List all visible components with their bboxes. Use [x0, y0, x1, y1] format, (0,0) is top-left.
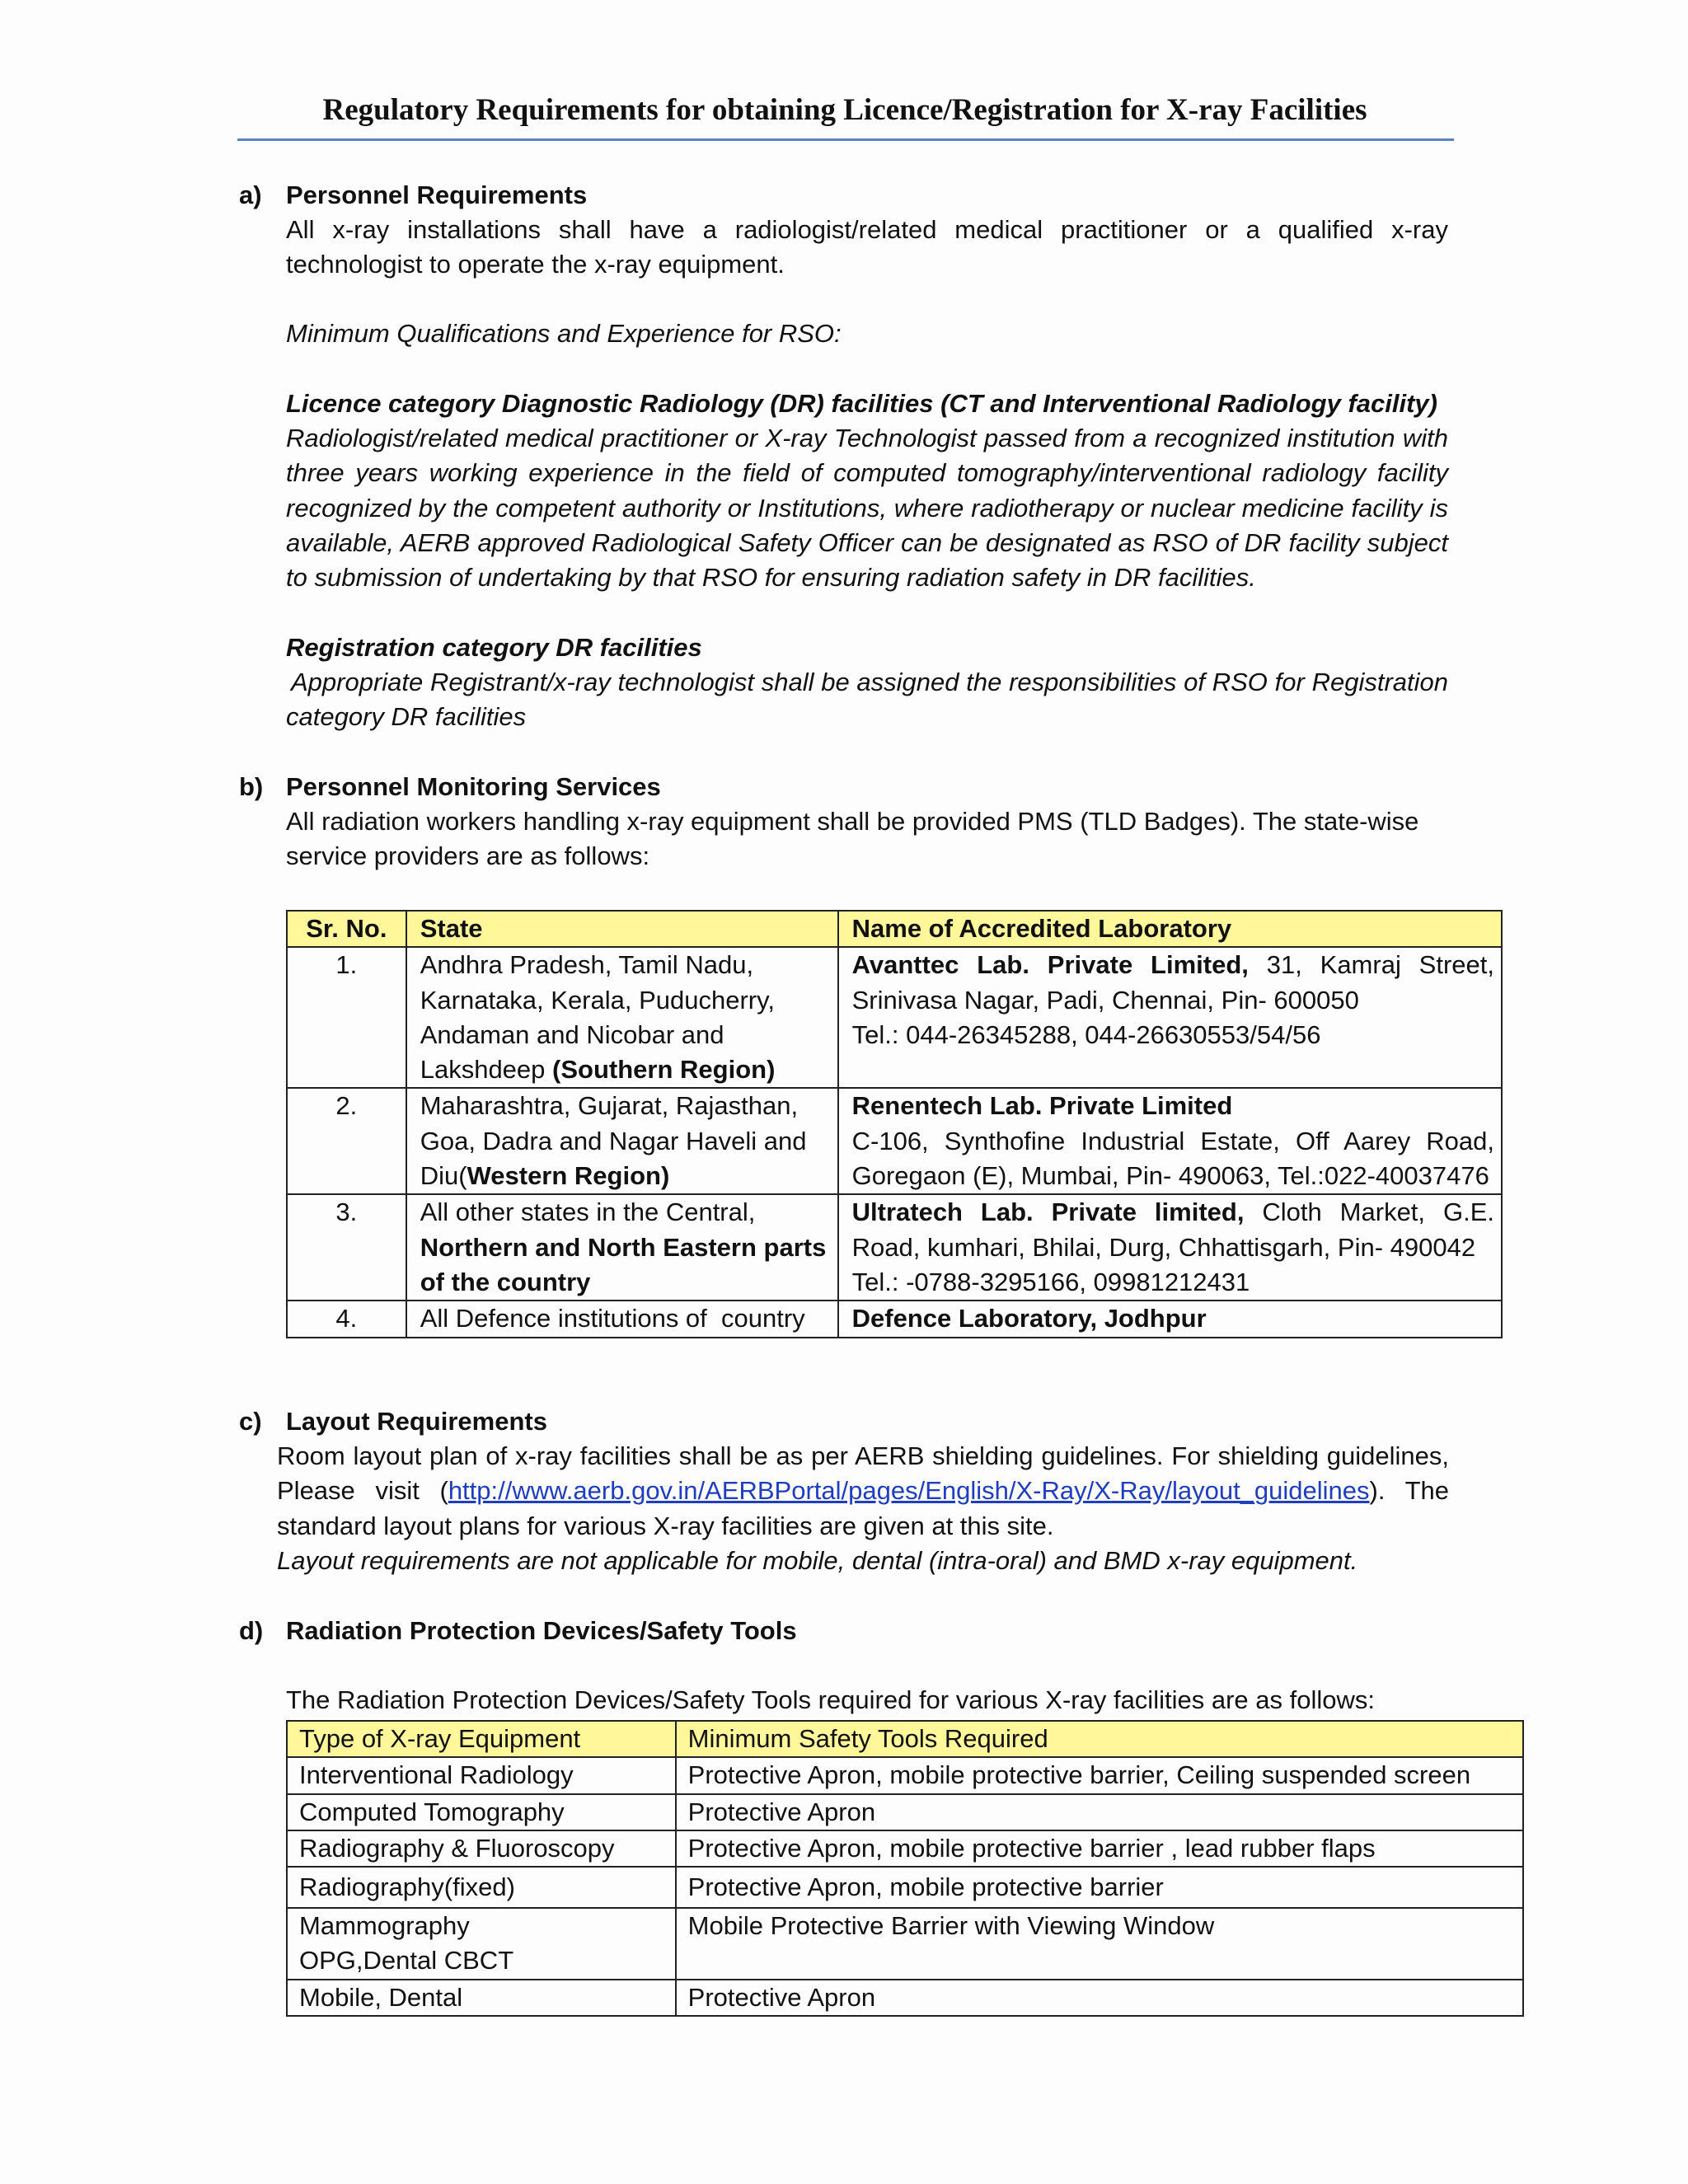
rso-heading: Minimum Qualifications and Experience for RSO:: [286, 319, 842, 348]
safety-tools-cell: Protective Apron, mobile protective barrier, Ceiling suspended screen: [676, 1757, 1523, 1793]
licence-category-heading: Licence category Diagnostic Radiology (DR) facilities (CT and Interventional Radiology facility): [286, 389, 1437, 418]
layout-guidelines-link[interactable]: http://www.aerb.gov.in/AERBPortal/pages/English/X-Ray/X-Ray/layout_guidelines: [448, 1476, 1370, 1506]
sr-no-cell: 4.: [287, 1301, 406, 1337]
state-cell: Maharashtra, Gujarat, Rajasthan, Goa, Dadra and Nagar Haveli and Diu(Western Region): [406, 1088, 838, 1194]
table-row: [287, 1830, 1523, 1867]
section-a-intro: All x-ray installations shall have a radiologist/related medical practitioner or a qualified x-ray technologist to operate the x-ray equipment.: [286, 215, 1448, 279]
header-safety-tools: Minimum Safety Tools Required: [676, 1721, 1523, 1757]
licence-category-text: Radiologist/related medical practitioner or X-ray Technologist passed from a recognized institution with three years working experience in the field of computed tomography/interventional radiology facility recognized by the competent authority or Institutions, where radiotherapy or nuclear medicine facility is available, AERB approved Radiological Safety Officer can be designated as RSO of DR facility subject to submission of undertaking by that RSO for ensuring radiation safety in DR facilities.: [286, 424, 1448, 593]
state-cell: Andhra Pradesh, Tamil Nadu, Karnataka, Kerala, Puducherry, Andaman and Nicobar and Lakshdeep (Southern Region): [406, 947, 838, 1088]
safety-tools-cell: Protective Apron: [676, 1980, 1523, 2016]
table-row: [287, 1908, 1523, 1980]
registration-category-heading: Registration category DR facilities: [286, 633, 702, 662]
table-row: [287, 1301, 1502, 1337]
header-state: State: [406, 911, 838, 947]
equipment-type-cell: Mammography OPG,Dental CBCT: [287, 1908, 676, 1980]
laboratory-cell: Defence Laboratory, Jodhpur: [838, 1301, 1502, 1337]
laboratory-cell: Avanttec Lab. Private Limited, 31, Kamraj Street, Srinivasa Nagar, Padi, Chennai, Pin- 600050 Tel.: 044-26345288, 044-26630553/54/56: [838, 947, 1502, 1088]
section-a-label: a): [239, 180, 262, 209]
page-title: Regulatory Requirements for obtaining Licence/Registration for X-ray Facilities: [322, 93, 1367, 127]
safety-tools-table: [286, 1720, 1524, 2017]
safety-tools-cell: Mobile Protective Barrier with Viewing Window: [676, 1908, 1523, 1980]
header-laboratory: Name of Accredited Laboratory: [838, 911, 1502, 947]
section-d-intro: The Radiation Protection Devices/Safety Tools required for various X-ray facilities are as follows:: [286, 1685, 1375, 1714]
section-c-heading: Layout Requirements: [286, 1407, 547, 1436]
table-row: [287, 1867, 1523, 1908]
section-d-label: d): [239, 1616, 264, 1645]
section-b-label: b): [239, 772, 264, 801]
safety-tools-cell: Protective Apron, mobile protective barrier , lead rubber flaps: [676, 1830, 1523, 1867]
table-row: [287, 1088, 1502, 1194]
equipment-type-cell: Interventional Radiology: [287, 1757, 676, 1793]
header-sr-no: Sr. No.: [287, 911, 406, 947]
section-c-note: Layout requirements are not applicable for mobile, dental (intra-oral) and BMD x-ray equipment.: [277, 1546, 1358, 1575]
section-b-intro: All radiation workers handling x-ray equipment shall be provided PMS (TLD Badges). The state-wise service providers are as follows:: [286, 807, 1419, 871]
laboratory-cell: Ultratech Lab. Private limited, Cloth Market, G.E. Road, kumhari, Bhilai, Durg, Chhattisgarh, Pin- 490042 Tel.: -0788-3295166, 09981212431: [838, 1194, 1502, 1301]
table-header-row: [287, 911, 1502, 947]
registration-category-text: Appropriate Registrant/x-ray technologist shall be assigned the responsibilities of RSO for Registration category DR facilities: [286, 668, 1448, 732]
table-row: [287, 1980, 1523, 2016]
state-cell: All other states in the Central, Northern and North Eastern parts of the country: [406, 1194, 838, 1301]
safety-tools-cell: Protective Apron, mobile protective barrier: [676, 1867, 1523, 1908]
section-c-text: Room layout plan of x-ray facilities shall be as per AERB shielding guidelines. For shielding guidelines, Please visit (http://www.aerb.gov.in/AERBPortal/pages/English/X-Ray/X-Ray/layout_guidelines). The standard layout plans for various X-ray facilities are given at this site.: [277, 1441, 1449, 1540]
state-cell: All Defence institutions of country: [406, 1301, 838, 1337]
table-row: [287, 1757, 1523, 1793]
section-d-heading: Radiation Protection Devices/Safety Tools: [286, 1616, 797, 1645]
safety-tools-cell: Protective Apron: [676, 1794, 1523, 1830]
section-b-heading: Personnel Monitoring Services: [286, 772, 661, 801]
sr-no-cell: 3.: [287, 1194, 406, 1301]
title-underline: [237, 138, 1454, 141]
equipment-type-cell: Radiography & Fluoroscopy: [287, 1830, 676, 1867]
equipment-type-cell: Computed Tomography: [287, 1794, 676, 1830]
table-row: [287, 1794, 1523, 1830]
sr-no-cell: 2.: [287, 1088, 406, 1194]
section-a-heading: Personnel Requirements: [286, 180, 588, 209]
table-header-row: [287, 1721, 1523, 1757]
laboratory-cell: Renentech Lab. Private Limited C-106, Synthofine Industrial Estate, Off Aarey Road, Goregaon (E), Mumbai, Pin- 490063, Tel.:022-40037476: [838, 1088, 1502, 1194]
table-row: [287, 947, 1502, 1088]
table-row: [287, 1194, 1502, 1301]
header-equipment-type: Type of X-ray Equipment: [287, 1721, 676, 1757]
sr-no-cell: 1.: [287, 947, 406, 1088]
equipment-type-cell: Radiography(fixed): [287, 1867, 676, 1908]
equipment-type-cell: Mobile, Dental: [287, 1980, 676, 2016]
section-c-label: c): [239, 1407, 262, 1436]
pms-providers-table: [286, 910, 1503, 1338]
